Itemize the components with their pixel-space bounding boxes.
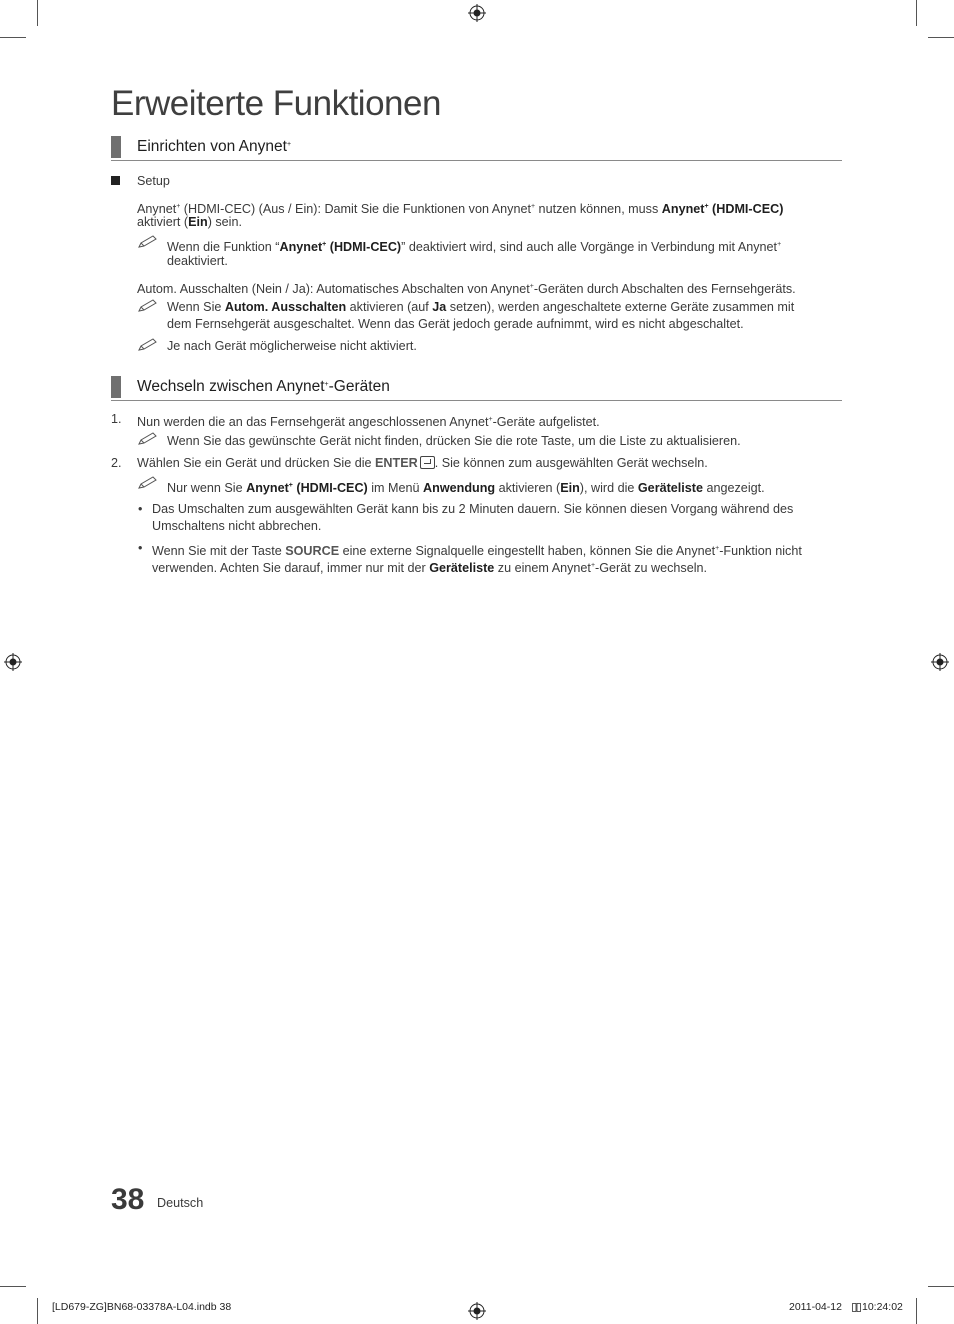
- crop-mark: [0, 37, 26, 38]
- note: deaktiviert.: [167, 254, 228, 268]
- crop-mark: [916, 1298, 917, 1324]
- registration-mark-icon: [468, 1302, 486, 1320]
- crop-mark: [0, 1286, 26, 1287]
- note-pencil-icon: [137, 476, 159, 490]
- page-title: Erweiterte Funktionen: [111, 84, 441, 123]
- step-number: 2.: [111, 456, 122, 470]
- step-text: Wählen Sie ein Gerät und drücken Sie die ENTER . Sie können zum ausgewählten Gerät wechseln.: [137, 456, 708, 470]
- step-number: 1.: [111, 412, 122, 426]
- footer-file-info: [LD679-ZG]BN68-03378A-L04.indb 38: [52, 1301, 232, 1313]
- paragraph: aktiviert (Ein) sein.: [137, 215, 242, 229]
- footer-time: 10:24:02: [862, 1301, 903, 1313]
- bullet-text: Umschaltens nicht abbrechen.: [152, 519, 322, 533]
- note: Wenn Sie Autom. Ausschalten aktivieren (auf Ja setzen), werden angeschaltete externe Geräte zusammen mit: [167, 300, 795, 314]
- step-text: Nun werden die an das Fernsehgerät angeschlossenen Anynet+-Geräte aufgelistet.: [137, 415, 600, 429]
- section-heading: [111, 136, 842, 161]
- section-bar: [111, 376, 121, 398]
- bullet-icon: •: [138, 502, 143, 516]
- note-pencil-icon: [137, 338, 159, 352]
- crop-mark: [37, 0, 38, 26]
- registration-mark-icon: [931, 653, 949, 671]
- language-label: Deutsch: [157, 1196, 204, 1210]
- note: Nur wenn Sie Anynet+ (HDMI-CEC) im Menü Anwendung aktivieren (Ein), wird die Geräteliste angezeigt.: [167, 481, 765, 495]
- bullet-icon: •: [138, 541, 143, 555]
- square-bullet-icon: [111, 176, 120, 185]
- clock-icon: [852, 1303, 861, 1312]
- registration-mark-icon: [468, 4, 486, 22]
- note: Wenn Sie das gewünschte Gerät nicht finden, drücken Sie die rote Taste, um die Liste zu aktualisieren.: [167, 434, 741, 448]
- page-number: 38: [111, 1183, 145, 1216]
- bullet-text: verwenden. Achten Sie darauf, immer nur mit der Geräteliste zu einem Anynet+-Gerät zu wechseln.: [152, 561, 708, 575]
- note: dem Fernsehgerät ausgeschaltet. Wenn das Gerät jedoch gerade aufnimmt, wird es nicht abgeschaltet.: [167, 317, 744, 331]
- crop-mark: [928, 37, 954, 38]
- section-heading: [111, 376, 842, 401]
- crop-mark: [916, 0, 917, 26]
- crop-mark: [37, 1298, 38, 1324]
- paragraph: Anynet+ (HDMI-CEC) (Aus / Ein): Damit Sie die Funktionen von Anynet+ nutzen können, muss Anynet+ (HDMI-CEC): [137, 202, 784, 216]
- note: Je nach Gerät möglicherweise nicht aktiviert.: [167, 339, 417, 353]
- section-title: Einrichten von Anynet+: [137, 138, 292, 155]
- registration-mark-icon: [4, 653, 22, 671]
- section-bar: [111, 136, 121, 158]
- bullet-text: Wenn Sie mit der Taste SOURCE eine externe Signalquelle eingestellt haben, können Sie die Anynet+-Funktion nicht: [152, 544, 802, 558]
- paragraph: Autom. Ausschalten (Nein / Ja): Automatisches Abschalten von Anynet+-Geräten durch Abschalten des Fernsehgeräts.: [137, 282, 796, 296]
- bullet-text: Das Umschalten zum ausgewählten Gerät kann bis zu 2 Minuten dauern. Sie können diesen Vorgang während des: [152, 502, 794, 516]
- note-pencil-icon: [137, 432, 159, 446]
- note-pencil-icon: [137, 235, 159, 249]
- crop-mark: [928, 1286, 954, 1287]
- footer-date: 2011-04-12: [789, 1301, 842, 1313]
- note: Wenn die Funktion “Anynet+ (HDMI-CEC)” deaktiviert wird, sind auch alle Vorgänge in Verbindung mit Anynet+: [167, 240, 782, 254]
- note-pencil-icon: [137, 299, 159, 313]
- enter-key-icon: [420, 456, 435, 469]
- section-title: Wechseln zwischen Anynet+-Geräten: [137, 378, 390, 395]
- setup-label: Setup: [137, 174, 170, 188]
